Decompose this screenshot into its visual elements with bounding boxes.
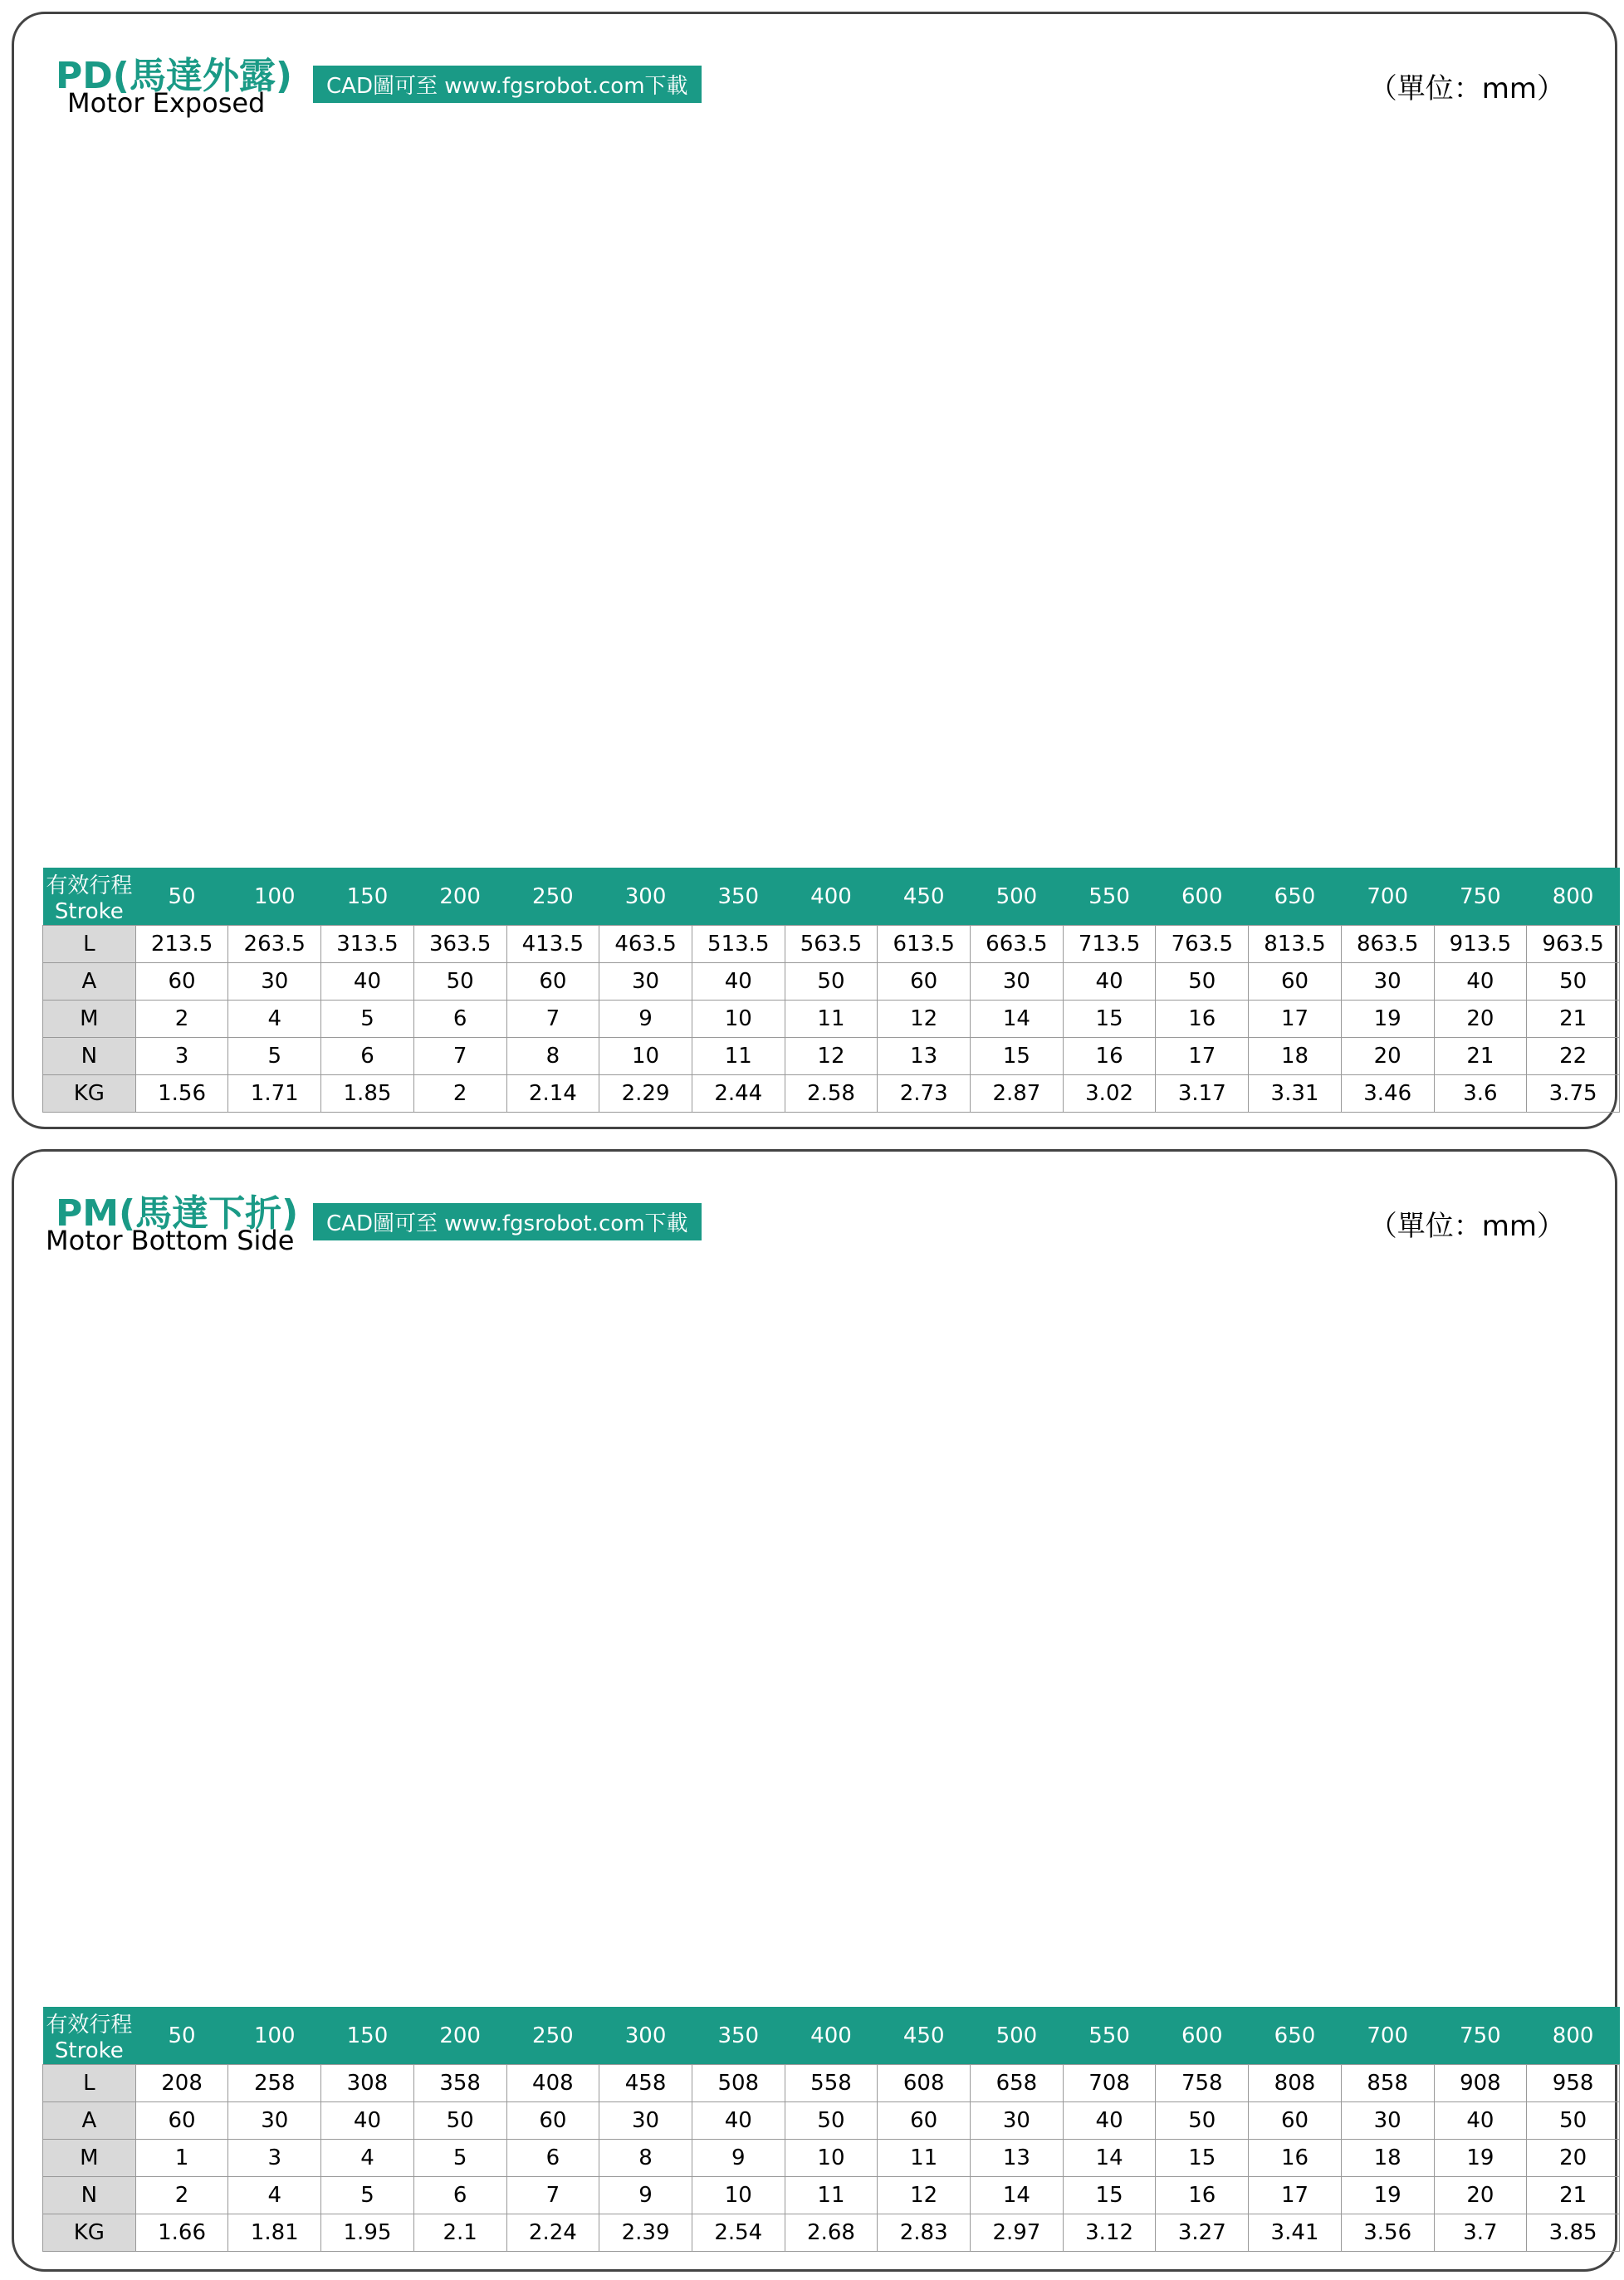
stroke-col: 250 <box>506 2007 599 2065</box>
table-cell: 8 <box>599 2140 692 2177</box>
table-row <box>43 1038 1620 1075</box>
pm-unit: （單位：mm） <box>1368 1210 1565 1243</box>
table-row <box>43 2177 1620 2214</box>
table-cell: 10 <box>785 2140 878 2177</box>
table-cell: 11 <box>785 2177 878 2214</box>
stroke-col: 200 <box>413 868 506 926</box>
stroke-col: 600 <box>1156 2007 1249 2065</box>
table-cell: 2.54 <box>692 2214 785 2252</box>
table-cell: 18 <box>1249 1038 1342 1075</box>
table-cell: 40 <box>321 963 414 1001</box>
stroke-col: 800 <box>1527 868 1620 926</box>
table-cell: 60 <box>506 963 599 1001</box>
table-cell: 2.1 <box>413 2214 506 2252</box>
table-cell: 16 <box>1156 2177 1249 2214</box>
pd-panel <box>12 12 1617 1129</box>
table-cell: 19 <box>1341 2177 1434 2214</box>
table-cell: 608 <box>878 2065 971 2102</box>
table-cell: 7 <box>506 1001 599 1038</box>
table-row <box>43 2065 1620 2102</box>
table-cell: 5 <box>321 1001 414 1038</box>
table-cell: 2.87 <box>971 1075 1064 1113</box>
stroke-col: 50 <box>135 868 228 926</box>
table-cell: 50 <box>1156 963 1249 1001</box>
table-cell: 863.5 <box>1341 926 1434 963</box>
table-row <box>43 2140 1620 2177</box>
table-cell: 958 <box>1527 2065 1620 2102</box>
stroke-col: 150 <box>321 868 414 926</box>
stroke-col: 50 <box>135 2007 228 2065</box>
table-cell: 2.68 <box>785 2214 878 2252</box>
table-cell: 15 <box>1156 2140 1249 2177</box>
table-cell: 40 <box>1063 2102 1156 2140</box>
table-cell: 50 <box>1527 963 1620 1001</box>
table-cell: 208 <box>135 2065 228 2102</box>
table-cell: L <box>43 2065 136 2102</box>
table-row <box>43 926 1620 963</box>
table-cell: 3.7 <box>1434 2214 1527 2252</box>
table-cell: 3 <box>135 1038 228 1075</box>
table-cell: 508 <box>692 2065 785 2102</box>
table-cell: 3.56 <box>1341 2214 1434 2252</box>
table-cell: 808 <box>1249 2065 1342 2102</box>
table-cell: 6 <box>321 1038 414 1075</box>
table-cell: 20 <box>1434 1001 1527 1038</box>
stroke-col: 700 <box>1341 2007 1434 2065</box>
table-cell: 4 <box>321 2140 414 2177</box>
stroke-col: 500 <box>971 2007 1064 2065</box>
table-cell: 30 <box>228 963 321 1001</box>
stroke-col: 750 <box>1434 868 1527 926</box>
table-cell: 40 <box>692 2102 785 2140</box>
table-cell: 908 <box>1434 2065 1527 2102</box>
table-cell: 613.5 <box>878 926 971 963</box>
table-cell: 413.5 <box>506 926 599 963</box>
table-cell: 12 <box>878 1001 971 1038</box>
table-cell: 30 <box>1341 963 1434 1001</box>
table-cell: 50 <box>785 2102 878 2140</box>
stroke-col: 550 <box>1063 868 1156 926</box>
table-cell: 50 <box>413 2102 506 2140</box>
table-cell: KG <box>43 1075 136 1113</box>
table-row <box>43 1001 1620 1038</box>
stroke-col: 300 <box>599 868 692 926</box>
table-cell: 458 <box>599 2065 692 2102</box>
table-cell: 2.44 <box>692 1075 785 1113</box>
table-cell: 358 <box>413 2065 506 2102</box>
stroke-col: 800 <box>1527 2007 1620 2065</box>
table-cell: 60 <box>878 2102 971 2140</box>
table-cell: 7 <box>413 1038 506 1075</box>
stroke-col: 350 <box>692 868 785 926</box>
table-cell: 18 <box>1341 2140 1434 2177</box>
table-cell: 14 <box>971 1001 1064 1038</box>
table-cell: 50 <box>413 963 506 1001</box>
table-cell: 40 <box>1434 963 1527 1001</box>
table-cell: 22 <box>1527 1038 1620 1075</box>
table-cell: 60 <box>878 963 971 1001</box>
table-cell: 50 <box>1527 2102 1620 2140</box>
table-cell: 708 <box>1063 2065 1156 2102</box>
table-cell: 913.5 <box>1434 926 1527 963</box>
table-cell: 3.31 <box>1249 1075 1342 1113</box>
table-cell: 12 <box>878 2177 971 2214</box>
table-cell: 1.56 <box>135 1075 228 1113</box>
stroke-col: 650 <box>1249 2007 1342 2065</box>
pm-title: PM(馬達下折) <box>56 1192 299 1235</box>
table-cell: 17 <box>1156 1038 1249 1075</box>
stroke-header: 有效行程 Stroke <box>43 868 136 926</box>
stroke-col: 650 <box>1249 868 1342 926</box>
table-cell: 3.85 <box>1527 2214 1620 2252</box>
table-cell: 15 <box>1063 2177 1156 2214</box>
table-cell: 19 <box>1341 1001 1434 1038</box>
table-cell: A <box>43 963 136 1001</box>
table-cell: 258 <box>228 2065 321 2102</box>
table-cell: 16 <box>1063 1038 1156 1075</box>
table-cell: 813.5 <box>1249 926 1342 963</box>
pd-cad-link[interactable]: CAD圖可至 www.fgsrobot.com下載 <box>313 66 702 103</box>
table-cell: 663.5 <box>971 926 1064 963</box>
table-cell: 1 <box>135 2140 228 2177</box>
stroke-col: 250 <box>506 868 599 926</box>
table-cell: 2.58 <box>785 1075 878 1113</box>
table-cell: 4 <box>228 2177 321 2214</box>
stroke-col: 350 <box>692 2007 785 2065</box>
pd-title: PD(馬達外露) <box>56 55 292 97</box>
table-cell: 19 <box>1434 2140 1527 2177</box>
table-cell: 2.73 <box>878 1075 971 1113</box>
table-cell: 4 <box>228 1001 321 1038</box>
table-cell: 463.5 <box>599 926 692 963</box>
pm-cad-link[interactable]: CAD圖可至 www.fgsrobot.com下載 <box>313 1203 702 1240</box>
stroke-col: 550 <box>1063 2007 1156 2065</box>
table-cell: 60 <box>506 2102 599 2140</box>
stroke-col: 450 <box>878 868 971 926</box>
table-cell: 17 <box>1249 1001 1342 1038</box>
table-cell: 30 <box>599 963 692 1001</box>
stroke-col: 400 <box>785 2007 878 2065</box>
table-cell: 2.39 <box>599 2214 692 2252</box>
table-cell: 30 <box>971 963 1064 1001</box>
table-cell: 11 <box>692 1038 785 1075</box>
pd-subtitle: Motor Exposed <box>67 87 266 119</box>
table-cell: 10 <box>599 1038 692 1075</box>
table-cell: 17 <box>1249 2177 1342 2214</box>
table-cell: 40 <box>1063 963 1156 1001</box>
table-cell: 963.5 <box>1527 926 1620 963</box>
table-cell: 408 <box>506 2065 599 2102</box>
table-cell: 2 <box>135 1001 228 1038</box>
stroke-col: 300 <box>599 2007 692 2065</box>
table-cell: 2.24 <box>506 2214 599 2252</box>
table-cell: KG <box>43 2214 136 2252</box>
table-cell: 563.5 <box>785 926 878 963</box>
pd-table <box>42 868 1620 1113</box>
table-cell: M <box>43 1001 136 1038</box>
table-cell: 308 <box>321 2065 414 2102</box>
table-cell: 213.5 <box>135 926 228 963</box>
stroke-col: 700 <box>1341 868 1434 926</box>
table-cell: 14 <box>971 2177 1064 2214</box>
table-row <box>43 963 1620 1001</box>
table-cell: 2.14 <box>506 1075 599 1113</box>
table-cell: 60 <box>135 963 228 1001</box>
table-cell: 5 <box>228 1038 321 1075</box>
table-cell: 40 <box>1434 2102 1527 2140</box>
table-cell: 1.71 <box>228 1075 321 1113</box>
table-cell: A <box>43 2102 136 2140</box>
table-cell: 2.97 <box>971 2214 1064 2252</box>
table-cell: 3.6 <box>1434 1075 1527 1113</box>
table-cell: 1.66 <box>135 2214 228 2252</box>
table-cell: 3.27 <box>1156 2214 1249 2252</box>
stroke-col: 150 <box>321 2007 414 2065</box>
table-cell: 3.12 <box>1063 2214 1156 2252</box>
table-cell: 21 <box>1527 1001 1620 1038</box>
table-cell: 15 <box>1063 1001 1156 1038</box>
table-cell: 3.02 <box>1063 1075 1156 1113</box>
table-cell: 363.5 <box>413 926 506 963</box>
table-cell: N <box>43 1038 136 1075</box>
table-cell: 2.83 <box>878 2214 971 2252</box>
table-cell: 6 <box>413 2177 506 2214</box>
table-cell: 11 <box>878 2140 971 2177</box>
table-cell: 13 <box>971 2140 1064 2177</box>
table-cell: 5 <box>321 2177 414 2214</box>
pm-subtitle: Motor Bottom Side <box>46 1225 295 1256</box>
table-cell: 713.5 <box>1063 926 1156 963</box>
table-cell: N <box>43 2177 136 2214</box>
table-cell: 30 <box>228 2102 321 2140</box>
table-row <box>43 1075 1620 1113</box>
table-cell: 13 <box>878 1038 971 1075</box>
pd-unit: （單位：mm） <box>1368 72 1565 105</box>
table-cell: 758 <box>1156 2065 1249 2102</box>
table-cell: 30 <box>599 2102 692 2140</box>
table-cell: 7 <box>506 2177 599 2214</box>
table-cell: 40 <box>692 963 785 1001</box>
table-cell: 50 <box>785 963 878 1001</box>
table-cell: 3 <box>228 2140 321 2177</box>
table-cell: 12 <box>785 1038 878 1075</box>
pm-table <box>42 2007 1620 2252</box>
table-cell: 313.5 <box>321 926 414 963</box>
table-cell: 9 <box>692 2140 785 2177</box>
table-cell: M <box>43 2140 136 2177</box>
table-cell: 21 <box>1434 1038 1527 1075</box>
table-cell: 3.17 <box>1156 1075 1249 1113</box>
stroke-col: 100 <box>228 868 321 926</box>
table-cell: 9 <box>599 2177 692 2214</box>
table-cell: 1.81 <box>228 2214 321 2252</box>
table-cell: 2 <box>413 1075 506 1113</box>
table-cell: 3.75 <box>1527 1075 1620 1113</box>
table-cell: 658 <box>971 2065 1064 2102</box>
stroke-col: 100 <box>228 2007 321 2065</box>
table-cell: 21 <box>1527 2177 1620 2214</box>
table-cell: 10 <box>692 1001 785 1038</box>
table-cell: 60 <box>1249 2102 1342 2140</box>
table-cell: 11 <box>785 1001 878 1038</box>
table-cell: 14 <box>1063 2140 1156 2177</box>
table-cell: 763.5 <box>1156 926 1249 963</box>
table-cell: 5 <box>413 2140 506 2177</box>
table-cell: 1.95 <box>321 2214 414 2252</box>
table-cell: 60 <box>1249 963 1342 1001</box>
table-cell: 60 <box>135 2102 228 2140</box>
table-cell: 2.29 <box>599 1075 692 1113</box>
table-row <box>43 2214 1620 2252</box>
table-row <box>43 2102 1620 2140</box>
table-cell: 30 <box>1341 2102 1434 2140</box>
table-cell: 20 <box>1341 1038 1434 1075</box>
table-cell: 3.46 <box>1341 1075 1434 1113</box>
table-cell: 16 <box>1156 1001 1249 1038</box>
table-cell: 858 <box>1341 2065 1434 2102</box>
stroke-col: 400 <box>785 868 878 926</box>
stroke-col: 750 <box>1434 2007 1527 2065</box>
stroke-col: 600 <box>1156 868 1249 926</box>
table-cell: 8 <box>506 1038 599 1075</box>
table-cell: 6 <box>413 1001 506 1038</box>
table-cell: 1.85 <box>321 1075 414 1113</box>
table-cell: 30 <box>971 2102 1064 2140</box>
stroke-col: 500 <box>971 868 1064 926</box>
table-cell: 6 <box>506 2140 599 2177</box>
pm-panel <box>12 1149 1617 2272</box>
table-cell: 9 <box>599 1001 692 1038</box>
table-cell: 2 <box>135 2177 228 2214</box>
table-cell: 20 <box>1434 2177 1527 2214</box>
table-cell: 40 <box>321 2102 414 2140</box>
table-cell: 20 <box>1527 2140 1620 2177</box>
table-cell: 16 <box>1249 2140 1342 2177</box>
stroke-col: 450 <box>878 2007 971 2065</box>
table-cell: 558 <box>785 2065 878 2102</box>
stroke-col: 200 <box>413 2007 506 2065</box>
table-cell: L <box>43 926 136 963</box>
table-cell: 263.5 <box>228 926 321 963</box>
table-cell: 50 <box>1156 2102 1249 2140</box>
table-cell: 513.5 <box>692 926 785 963</box>
table-cell: 3.41 <box>1249 2214 1342 2252</box>
table-cell: 10 <box>692 2177 785 2214</box>
table-cell: 15 <box>971 1038 1064 1075</box>
stroke-header: 有效行程 Stroke <box>43 2007 136 2065</box>
